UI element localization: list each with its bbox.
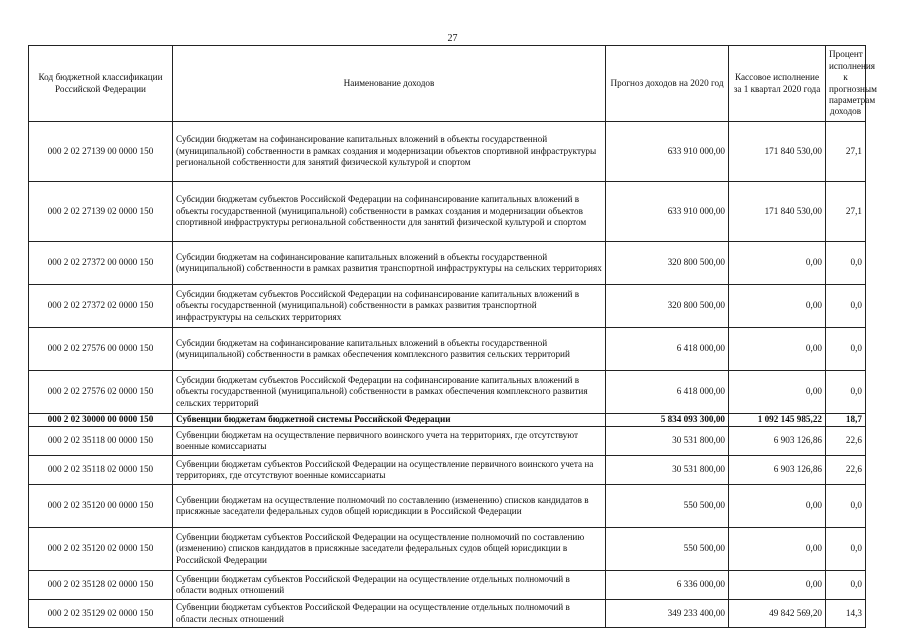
row-name-cell: Субсидии бюджетам на софинансирование капитальных вложений в объекты государственной (муниципальной) собственности в рамках создания и модернизации объектов спортивной инфраструктуры региональной собственности для занятий физической культурой и спортом <box>173 122 606 182</box>
row-percent-cell: 22,6 <box>826 456 866 485</box>
row-percent-cell: 0,0 <box>826 285 866 328</box>
row-forecast-cell: 349 233 400,00 <box>606 600 729 628</box>
row-execution-cell: 0,00 <box>729 485 826 528</box>
row-code-cell: 000 2 02 35120 02 0000 150 <box>29 528 173 571</box>
row-execution-cell: 171 840 530,00 <box>729 182 826 242</box>
row-execution-cell: 0,00 <box>729 242 826 285</box>
row-name-cell: Субсидии бюджетам субъектов Российской Федерации на софинансирование капитальных вложений в объекты государственной (муниципальной) собственности в рамках обеспечения комплексного развития сельских территорий <box>173 371 606 414</box>
row-forecast-cell: 6 418 000,00 <box>606 328 729 371</box>
row-forecast-cell: 6 336 000,00 <box>606 571 729 600</box>
row-name-cell: Субсидии бюджетам субъектов Российской Федерации на софинансирование капитальных вложений в объекты государственной (муниципальной) собственности в рамках создания и модернизации объектов спортивной инфраструктуры региональной собственности для занятий физической культурой и спортом <box>173 182 606 242</box>
row-name-cell: Субвенции бюджетам бюджетной системы Российской Федерации <box>173 414 606 427</box>
row-name-cell: Субсидии бюджетам субъектов Российской Федерации на софинансирование капитальных вложений в объекты государственной (муниципальной) собственности в рамках развития транспортной инфраструктуры на сельских территориях <box>173 285 606 328</box>
header-name: Наименование доходов <box>173 46 606 122</box>
row-name-cell: Субвенции бюджетам субъектов Российской Федерации на осуществление полномочий по составлению (изменению) списков кандидатов в присяжные заседатели федеральных судов общей юрисдикции в Российской Федерации <box>173 528 606 571</box>
table-row <box>29 528 866 571</box>
row-name-cell: Субсидии бюджетам на софинансирование капитальных вложений в объекты государственной (муниципальной) собственности в рамках обеспечения комплексного развития сельских территорий <box>173 328 606 371</box>
table-body <box>29 122 866 628</box>
header-forecast: Прогноз доходов на 2020 год <box>606 46 729 122</box>
header-code: Код бюджетной классификации Российской Федерации <box>29 46 173 122</box>
row-execution-cell: 0,00 <box>729 571 826 600</box>
row-forecast-cell: 30 531 800,00 <box>606 456 729 485</box>
table-row <box>29 485 866 528</box>
revenue-table <box>28 45 877 628</box>
row-forecast-cell: 5 834 093 300,00 <box>606 414 729 427</box>
row-code-cell: 000 2 02 35118 00 0000 150 <box>29 427 173 456</box>
row-execution-cell: 6 903 126,86 <box>729 427 826 456</box>
header-execution: Кассовое исполнение за 1 квартал 2020 года <box>729 46 826 122</box>
table-row <box>29 242 866 285</box>
row-forecast-cell: 6 418 000,00 <box>606 371 729 414</box>
row-code-cell: 000 2 02 35118 02 0000 150 <box>29 456 173 485</box>
row-forecast-cell: 550 500,00 <box>606 485 729 528</box>
row-percent-cell: 27,1 <box>826 182 866 242</box>
row-percent-cell: 14,3 <box>826 600 866 628</box>
table-row <box>29 414 866 427</box>
row-code-cell: 000 2 02 27576 02 0000 150 <box>29 371 173 414</box>
row-execution-cell: 171 840 530,00 <box>729 122 826 182</box>
header-percent: Процент исполнения к прогнозным параметрам доходов <box>826 46 866 122</box>
row-name-cell: Субвенции бюджетам субъектов Российской Федерации на осуществление отдельных полномочий в области водных отношений <box>173 571 606 600</box>
row-percent-cell: 0,0 <box>826 242 866 285</box>
row-code-cell: 000 2 02 27139 00 0000 150 <box>29 122 173 182</box>
row-percent-cell: 0,0 <box>826 371 866 414</box>
row-code-cell: 000 2 02 27372 00 0000 150 <box>29 242 173 285</box>
row-forecast-cell: 550 500,00 <box>606 528 729 571</box>
row-execution-cell: 49 842 569,20 <box>729 600 826 628</box>
row-name-cell: Субсидии бюджетам на софинансирование капитальных вложений в объекты государственной (муниципальной) собственности в рамках развития транспортной инфраструктуры на сельских территориях <box>173 242 606 285</box>
table-row <box>29 427 866 456</box>
row-percent-cell: 0,0 <box>826 485 866 528</box>
table-row <box>29 328 866 371</box>
row-execution-cell: 6 903 126,86 <box>729 456 826 485</box>
table-header-row <box>29 46 866 122</box>
table-row <box>29 600 866 628</box>
row-name-cell: Субвенции бюджетам субъектов Российской Федерации на осуществление первичного воинского учета на территориях, где отсутствуют военные комиссариаты <box>173 456 606 485</box>
row-code-cell: 000 2 02 27576 00 0000 150 <box>29 328 173 371</box>
row-execution-cell: 0,00 <box>729 528 826 571</box>
row-code-cell: 000 2 02 27372 02 0000 150 <box>29 285 173 328</box>
row-forecast-cell: 633 910 000,00 <box>606 182 729 242</box>
row-execution-cell: 1 092 145 985,22 <box>729 414 826 427</box>
row-percent-cell: 0,0 <box>826 571 866 600</box>
table-row <box>29 285 866 328</box>
row-name-cell: Субвенции бюджетам на осуществление первичного воинского учета на территориях, где отсутствуют военные комиссариаты <box>173 427 606 456</box>
row-forecast-cell: 633 910 000,00 <box>606 122 729 182</box>
row-percent-cell: 22,6 <box>826 427 866 456</box>
table-row <box>29 182 866 242</box>
table-row <box>29 371 866 414</box>
row-percent-cell: 18,7 <box>826 414 866 427</box>
row-percent-cell: 0,0 <box>826 328 866 371</box>
row-code-cell: 000 2 02 27139 02 0000 150 <box>29 182 173 242</box>
row-forecast-cell: 320 800 500,00 <box>606 285 729 328</box>
row-forecast-cell: 320 800 500,00 <box>606 242 729 285</box>
row-execution-cell: 0,00 <box>729 371 826 414</box>
row-code-cell: 000 2 02 35128 02 0000 150 <box>29 571 173 600</box>
row-percent-cell: 0,0 <box>826 528 866 571</box>
row-execution-cell: 0,00 <box>729 285 826 328</box>
table-row <box>29 122 866 182</box>
row-code-cell: 000 2 02 35129 02 0000 150 <box>29 600 173 628</box>
row-code-cell: 000 2 02 30000 00 0000 150 <box>29 414 173 427</box>
table-row <box>29 456 866 485</box>
page-number: 27 <box>447 33 458 44</box>
table-row <box>29 571 866 600</box>
row-code-cell: 000 2 02 35120 00 0000 150 <box>29 485 173 528</box>
row-execution-cell: 0,00 <box>729 328 826 371</box>
row-name-cell: Субвенции бюджетам на осуществление полномочий по составлению (изменению) списков кандидатов в присяжные заседатели федеральных судов общей юрисдикции в Российской Федерации <box>173 485 606 528</box>
row-name-cell: Субвенции бюджетам субъектов Российской Федерации на осуществление отдельных полномочий в области лесных отношений <box>173 600 606 628</box>
row-percent-cell: 27,1 <box>826 122 866 182</box>
row-forecast-cell: 30 531 800,00 <box>606 427 729 456</box>
